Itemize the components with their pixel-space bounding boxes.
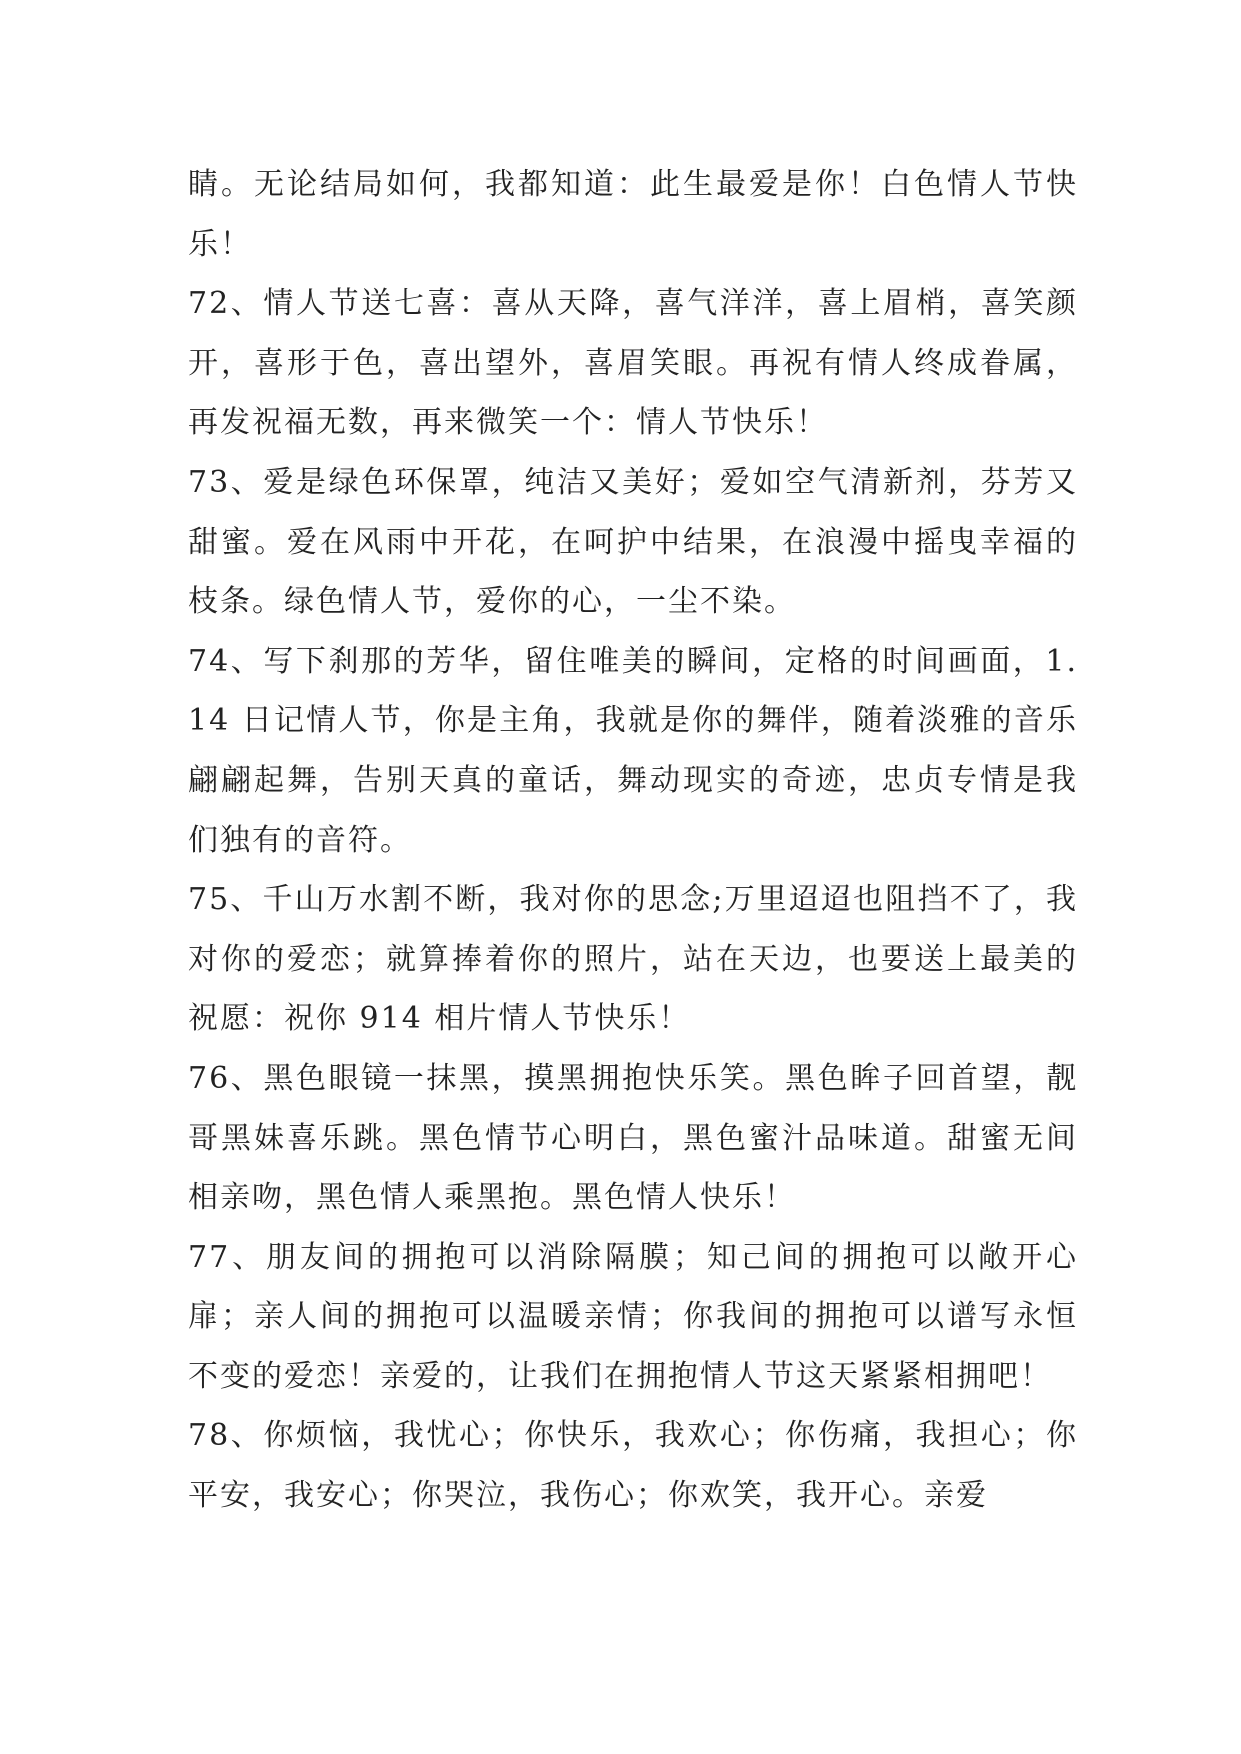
paragraph-76: 76、黑色眼镜一抹黑，摸黑拥抱快乐笑。黑色眸子回首望，靓哥黑妹喜乐跳。黑色情节心明白，黑色蜜汁品味道。甜蜜无间相亲吻，黑色情人乘黑抱。黑色情人快乐！ xyxy=(188,1060,1078,1216)
paragraph-77: 77、朋友间的拥抱可以消除隔膜；知己间的拥抱可以敞开心扉；亲人间的拥抱可以温暖亲情；你我间的拥抱可以谱写永恒不变的爱恋！亲爱的，让我们在拥抱情人节这天紧紧相拥吧！ xyxy=(188,1239,1078,1394)
paragraph-73: 73、爱是绿色环保罩，纯洁又美好；爱如空气清新剂，芬芳又甜蜜。爱在风雨中开花，在呵护中结果，在浪漫中摇曳幸福的枝条。绿色情人节，爱你的心，一尘不染。 xyxy=(188,464,1078,620)
paragraph-continuation: 睛。无论结局如何，我都知道：此生最爱是你！白色情人节快乐！ xyxy=(188,167,1078,262)
paragraph-75: 75、千山万水割不断，我对你的思念;万里迢迢也阻挡不了，我对你的爱恋；就算捧着你的照片，站在天边，也要送上最美的祝愿：祝你 914 相片情人节快乐！ xyxy=(188,882,1078,1037)
paragraph-72: 72、情人节送七喜：喜从天降，喜气洋洋，喜上眉梢，喜笑颜开，喜形于色，喜出望外，喜眉笑眼。再祝有情人终成眷属，再发祝福无数，再来微笑一个：情人节快乐！ xyxy=(188,286,1078,441)
document-body xyxy=(188,155,1078,1526)
paragraph-78: 78、你烦恼，我忧心；你快乐，我欢心；你伤痛，我担心；你平安，我安心；你哭泣，我伤心；你欢笑，我开心。亲爱 xyxy=(188,1418,1078,1514)
paragraph-74: 74、写下刹那的芳华，留住唯美的瞬间，定格的时间画面，1.14 日记情人节，你是主角，我就是你的舞伴，随着淡雅的音乐翩翩起舞，告别天真的童话，舞动现实的奇迹，忠贞专情是我们独有的音符。 xyxy=(188,643,1078,858)
